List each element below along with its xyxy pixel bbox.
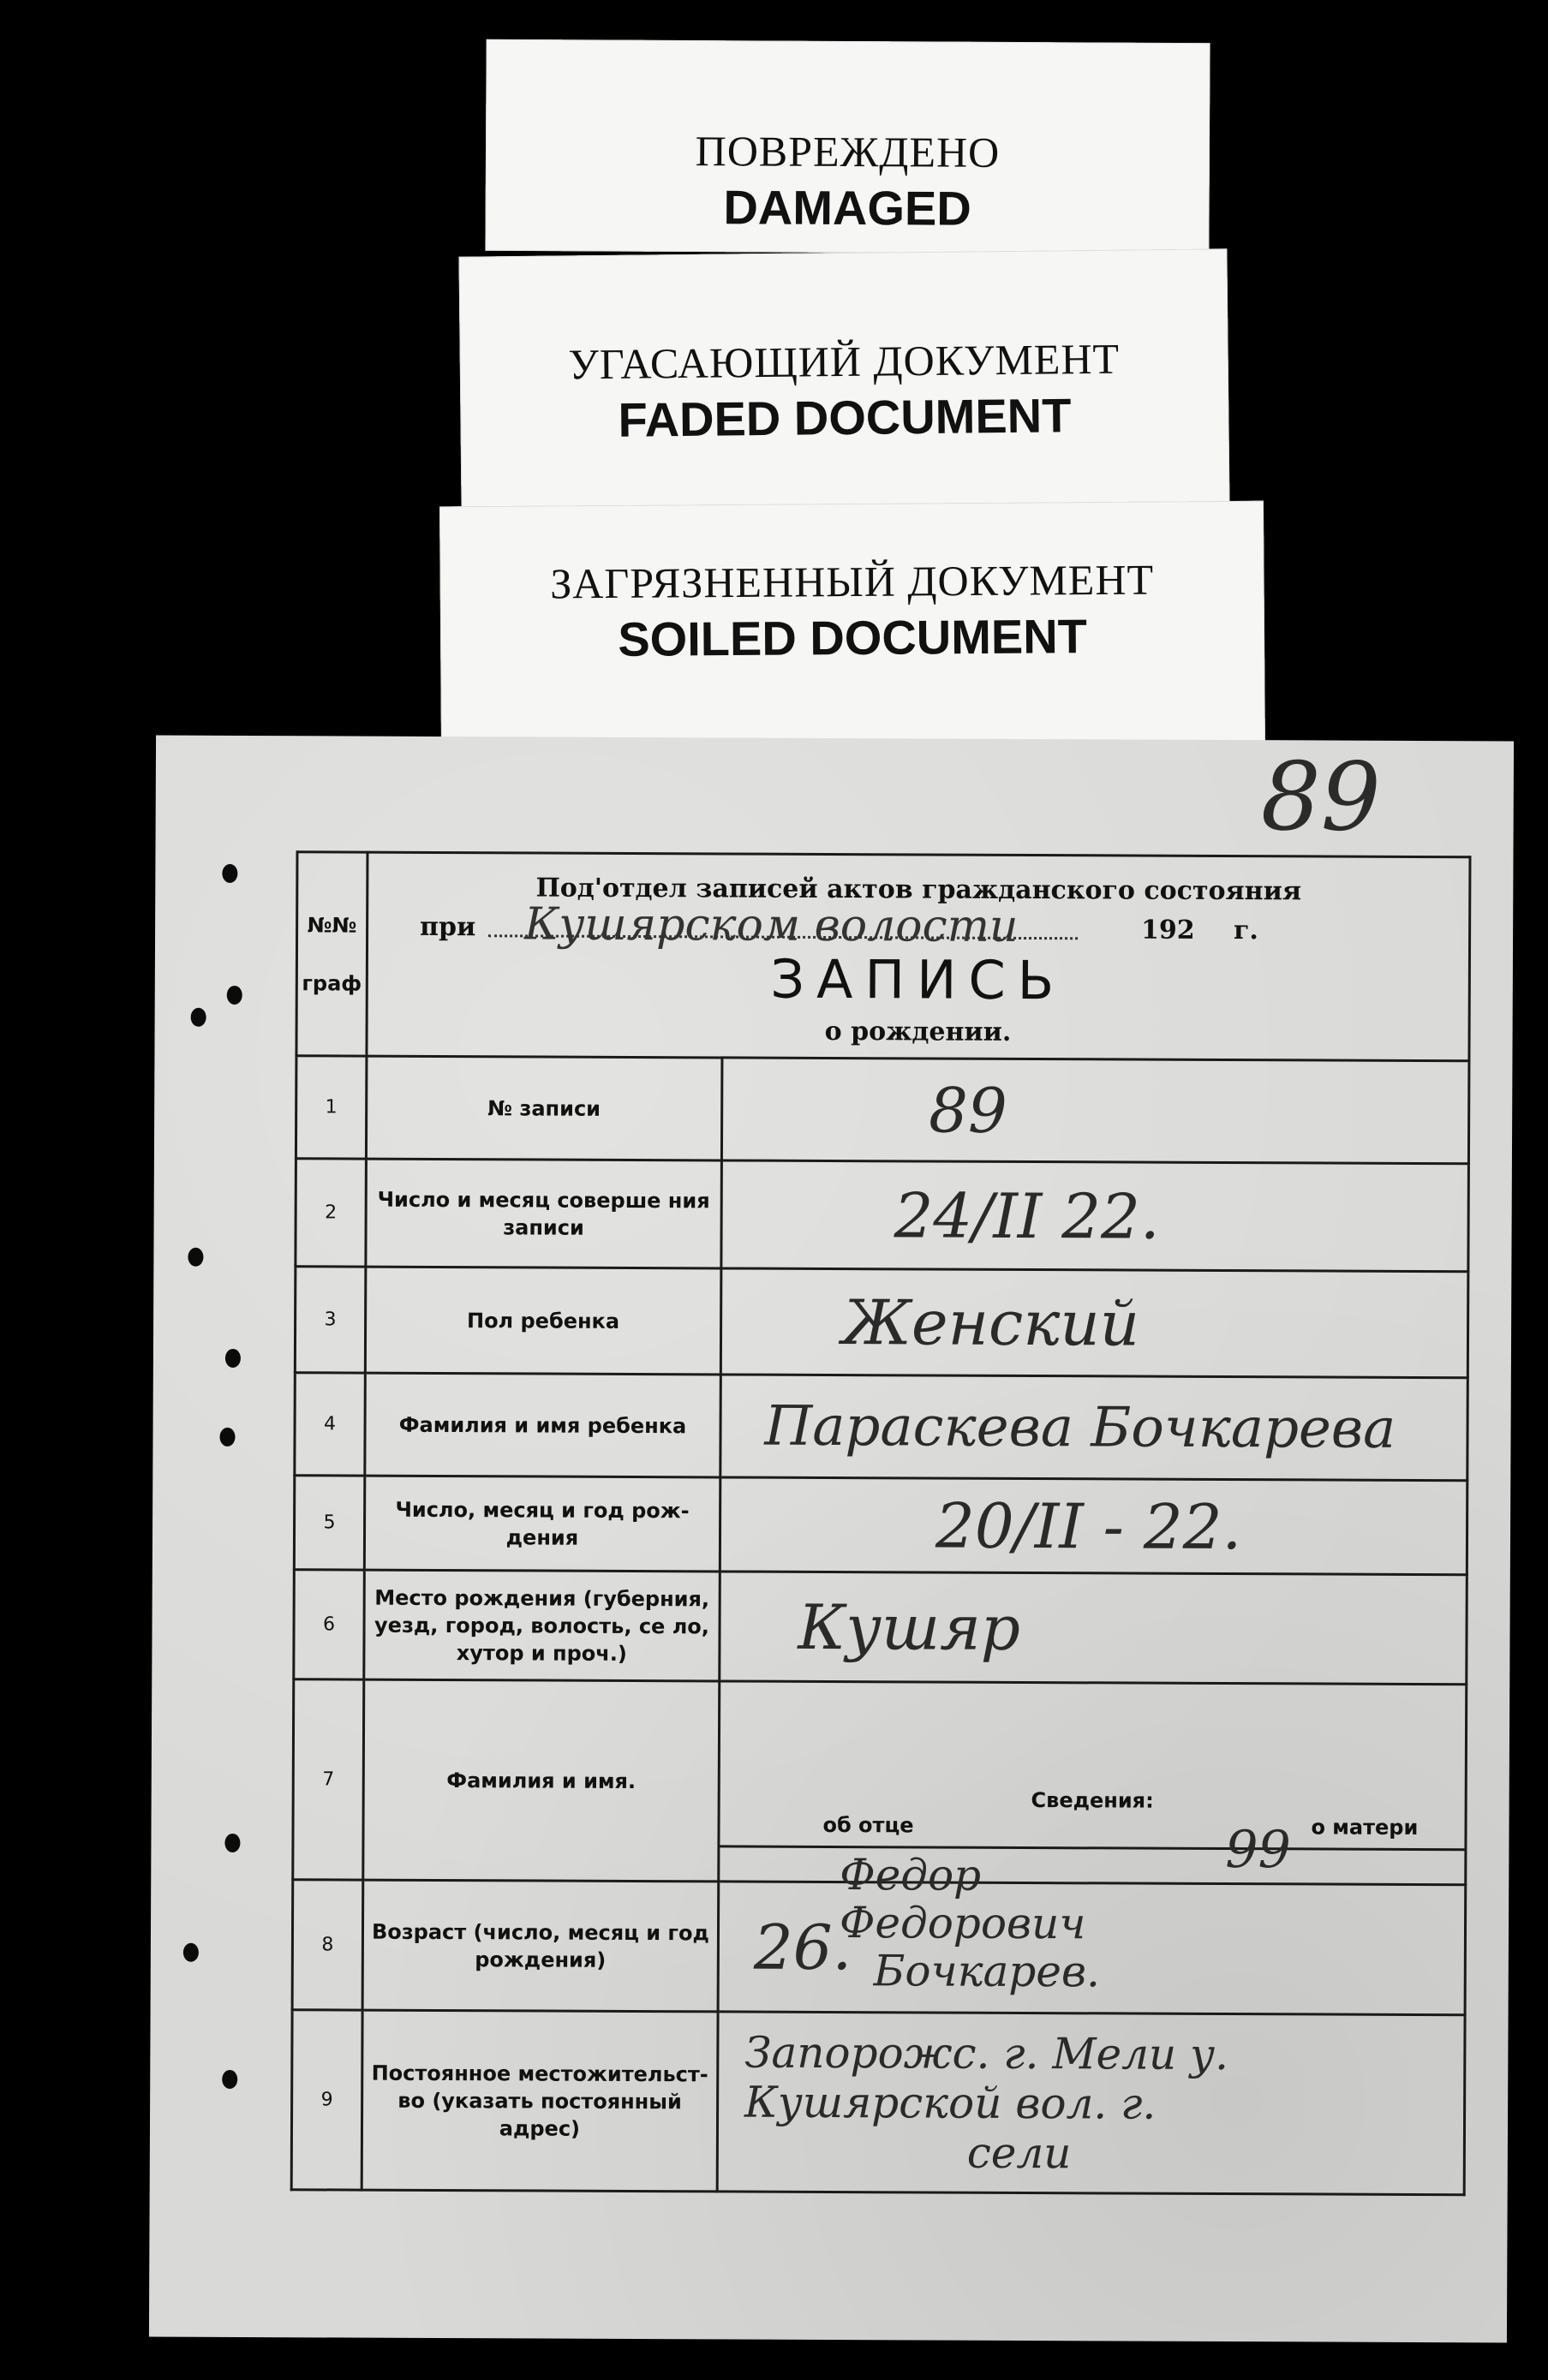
parents-subheader-line	[720, 1845, 1464, 1851]
father-column-label: об отце	[822, 1812, 914, 1837]
child-name-value: Параскева Бочкарева	[764, 1394, 1396, 1461]
row-label: Число и месяц соверше ния записи	[366, 1159, 722, 1268]
table-row	[291, 2010, 1465, 2195]
year-suffix: г.	[1233, 915, 1258, 945]
table-row	[295, 1373, 1468, 1481]
row-number: 1	[296, 1056, 366, 1159]
address-line: сели	[966, 2127, 1072, 2178]
row-label: Возраст (число, месяц и год рождения)	[362, 1880, 719, 2012]
row-value	[721, 1058, 1469, 1164]
father-name-line: Федор	[840, 1849, 982, 1900]
pri-label: при	[419, 911, 476, 942]
soiled-label-slip	[439, 501, 1265, 755]
row-number: 7	[293, 1679, 364, 1880]
address-line: Кушярской вол. г.	[744, 2077, 1157, 2129]
table-row	[292, 1880, 1466, 2015]
punch-hole	[219, 1428, 235, 1446]
birth-date-value: 20/II - 22.	[935, 1489, 1242, 1563]
punch-hole	[222, 2070, 237, 2089]
row-number: 9	[291, 2010, 362, 2190]
father-name-line: Федорович	[839, 1897, 1086, 1948]
row-value	[717, 2012, 1465, 2195]
form-subtitle: о рождении.	[824, 1016, 1012, 1047]
damaged-label-slip	[485, 39, 1210, 254]
row-value	[721, 1160, 1469, 1272]
table-row	[296, 1056, 1469, 1164]
table-row	[295, 1267, 1468, 1378]
mother-column-label: о матери	[1311, 1814, 1419, 1840]
row-number: 5	[294, 1476, 364, 1570]
slip-russian-text: ЗАГРЯЗНЕННЫЙ ДОКУМЕНТ	[550, 555, 1155, 608]
row-label: № записи	[366, 1056, 722, 1160]
table-row	[294, 1476, 1467, 1575]
row-number: 4	[295, 1373, 365, 1476]
birth-place-value: Кушяр	[798, 1590, 1021, 1664]
row-number: 6	[294, 1570, 364, 1679]
row-value	[720, 1375, 1468, 1481]
year-prefix: 192	[1140, 915, 1195, 945]
faded-label-slip	[458, 248, 1229, 513]
punch-hole	[183, 1943, 199, 1962]
parents-row	[293, 1679, 1467, 1885]
slip-english-text: DAMAGED	[723, 180, 971, 236]
record-number-value: 89	[928, 1073, 1007, 1147]
row-label: Число, месяц и год рож- дения	[364, 1476, 720, 1572]
slip-english-text: SOILED DOCUMENT	[618, 609, 1088, 666]
age-value: 26.	[753, 1911, 852, 1983]
row-value	[720, 1572, 1467, 1685]
form-title: ЗАПИСЬ	[770, 947, 1067, 1011]
row-label: Пол ребенка	[365, 1267, 721, 1375]
form-heading	[367, 852, 1470, 1061]
row-number: 2	[296, 1159, 366, 1267]
slip-russian-text: УГАСАЮЩИЙ ДОКУМЕНТ	[568, 334, 1121, 389]
registry-office-line: Под'отдел записей актов гражданского состояния	[535, 872, 1302, 906]
birth-record-sheet	[149, 736, 1514, 2343]
slip-english-text: FADED DOCUMENT	[618, 388, 1072, 447]
table-row	[296, 1159, 1469, 1272]
punch-hole	[191, 1008, 206, 1027]
row-number: 3	[295, 1267, 365, 1373]
punch-hole	[224, 1834, 240, 1852]
row-number: 8	[292, 1880, 363, 2010]
row-label: Место рождения (губерния, уезд, город, волость, се ло, хутор и проч.)	[364, 1570, 720, 1681]
registration-date-value: 24/II 22.	[894, 1178, 1160, 1253]
volost-handwriting: Кушярском волости	[523, 898, 1019, 952]
birth-record-table	[290, 850, 1472, 2196]
slip-russian-text: ПОВРЕЖДЕНО	[695, 127, 1001, 176]
row-value	[718, 1882, 1466, 2015]
punch-hole	[227, 986, 242, 1005]
row-value	[720, 1477, 1467, 1575]
address-line: Запорожс. г. Мели у.	[744, 2027, 1229, 2079]
corner-handwritten-number: 89	[1260, 742, 1382, 852]
field-number-header	[296, 852, 368, 1056]
row-value	[720, 1268, 1468, 1378]
row-label: Фамилия и имя.	[363, 1679, 720, 1882]
mother-handwritten-mark: 99	[1225, 1819, 1291, 1880]
punch-hole	[222, 864, 237, 883]
field-number-label: №№	[307, 912, 357, 938]
row-label: Фамилия и имя ребенка	[365, 1373, 721, 1477]
info-heading: Сведения:	[1031, 1787, 1154, 1813]
table-row	[294, 1570, 1467, 1685]
field-label: граф	[302, 970, 362, 996]
punch-hole	[225, 1349, 241, 1368]
header-row	[296, 852, 1470, 1061]
row-label: Постоянное местожительст- во (указать постоянный адрес)	[362, 2010, 718, 2192]
punch-hole	[188, 1248, 203, 1267]
father-name-line: Бочкарев.	[873, 1945, 1101, 1996]
child-sex-value: Женский	[841, 1285, 1140, 1360]
